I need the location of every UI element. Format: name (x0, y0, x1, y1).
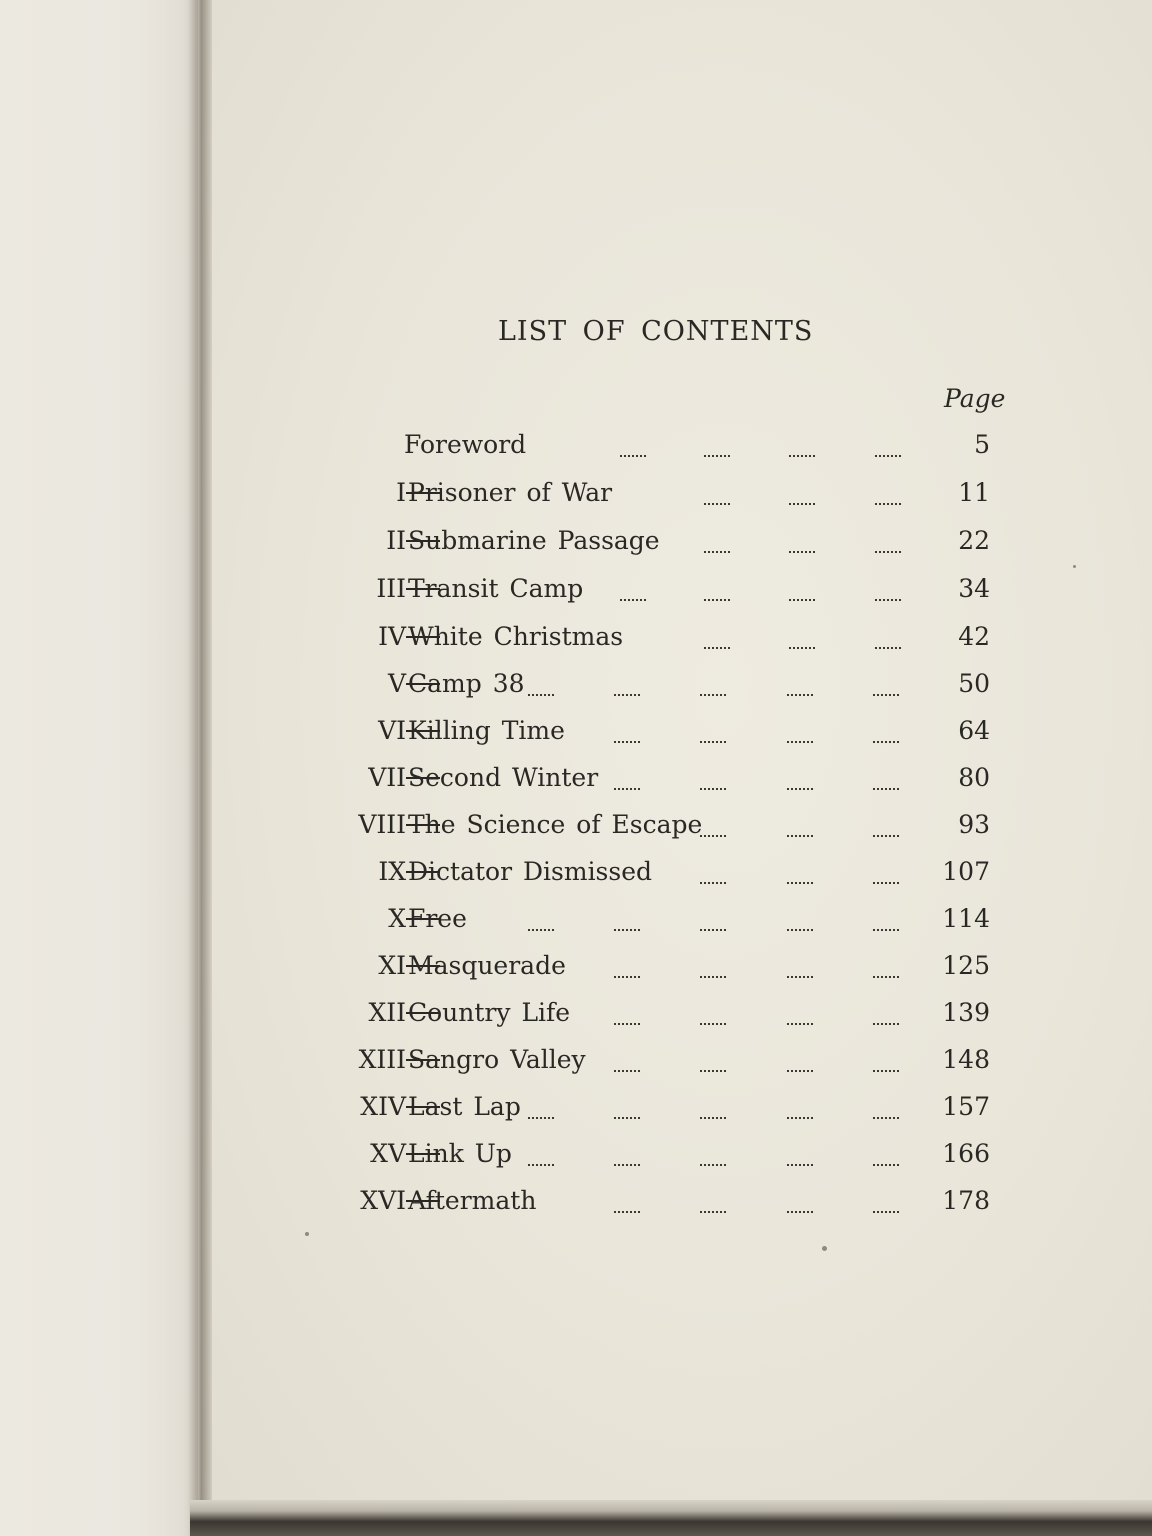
entry-title: Camp 38 (408, 669, 525, 698)
toc-row (0, 993, 1152, 1033)
leader-dots (700, 741, 726, 745)
leader-dots (700, 1211, 726, 1215)
entry-title: Killing Time (408, 716, 565, 745)
entry-page: 93 (958, 810, 990, 839)
leader-dots (875, 551, 901, 555)
leader-dots (614, 1117, 640, 1121)
toc-row (0, 805, 1152, 845)
entry-page: 5 (974, 430, 990, 459)
leader-dots (704, 647, 730, 651)
leader-dots (787, 929, 813, 933)
entry-page: 178 (942, 1186, 990, 1215)
entry-title: Dictator Dismissed (408, 857, 653, 886)
leader-dots (787, 882, 813, 886)
leader-dots (614, 929, 640, 933)
entry-title: Second Winter (408, 763, 599, 792)
leader-dots (700, 882, 726, 886)
leader-dots (873, 694, 899, 698)
toc-row (0, 1087, 1152, 1127)
entry-page: 34 (958, 574, 990, 603)
leader-dots (700, 976, 726, 980)
entry-page: 139 (942, 998, 990, 1027)
leader-dots (789, 503, 815, 507)
leader-dots (700, 694, 726, 698)
entry-page: 114 (942, 904, 990, 933)
entry-numeral: VIII (358, 810, 406, 839)
entry-title: Prisoner of War (408, 478, 613, 507)
entry-numeral: XIII (358, 1045, 406, 1074)
leader-dots (787, 1023, 813, 1027)
entry-page: 125 (942, 951, 990, 980)
entry-numeral: VI (378, 716, 406, 745)
leader-dots (704, 503, 730, 507)
entry-page: 22 (958, 526, 990, 555)
leader-dots (700, 1070, 726, 1074)
leader-dots (873, 835, 899, 839)
leader-dots (873, 1211, 899, 1215)
entry-page: 148 (942, 1045, 990, 1074)
leader-dots (620, 455, 646, 459)
leader-dots (873, 1117, 899, 1121)
toc-row (0, 664, 1152, 704)
leader-dots (704, 455, 730, 459)
entry-numeral: X (388, 904, 406, 933)
entry-numeral: V (387, 669, 406, 698)
toc-row (0, 899, 1152, 939)
leader-dots (787, 1070, 813, 1074)
leader-dots (873, 882, 899, 886)
entry-numeral: XV (370, 1139, 406, 1168)
leader-dots (700, 1164, 726, 1168)
leader-dots (614, 1211, 640, 1215)
entry-numeral: I (396, 478, 406, 507)
entry-page: 166 (942, 1139, 990, 1168)
entry-title: The Science of Escape (408, 810, 703, 839)
toc-row (0, 569, 1152, 609)
toc-row (0, 1134, 1152, 1174)
leader-dots (620, 599, 646, 603)
leader-dots (787, 694, 813, 698)
entry-title: White Christmas (408, 622, 624, 651)
leader-dots (614, 788, 640, 792)
leader-dots (873, 1164, 899, 1168)
entry-title: Free (408, 904, 467, 933)
leader-dots (704, 551, 730, 555)
entry-title: Last Lap (408, 1092, 521, 1121)
entry-page: 50 (958, 669, 990, 698)
entry-numeral: III (376, 574, 406, 603)
page-title: LIST OF CONTENTS (498, 316, 814, 347)
leader-dots (787, 976, 813, 980)
entry-title: Sangro Valley (408, 1045, 586, 1074)
entry-page: 157 (942, 1092, 990, 1121)
leader-dots (700, 788, 726, 792)
leader-dots (789, 647, 815, 651)
entry-page: 42 (958, 622, 990, 651)
leader-dots (875, 599, 901, 603)
entry-title: Link Up (408, 1139, 512, 1168)
entry-numeral: XIV (360, 1092, 406, 1121)
leader-dots (528, 1164, 554, 1168)
leader-dots (875, 647, 901, 651)
entry-page: 11 (958, 478, 990, 507)
leader-dots (873, 788, 899, 792)
leader-dots (614, 694, 640, 698)
leader-dots (614, 1070, 640, 1074)
leader-dots (528, 694, 554, 698)
leader-dots (700, 929, 726, 933)
leader-dots (873, 1023, 899, 1027)
entry-title: Transit Camp (408, 574, 584, 603)
leader-dots (873, 741, 899, 745)
entry-numeral: IV (378, 622, 406, 651)
entry-numeral: VII (368, 763, 406, 792)
leader-dots (614, 1023, 640, 1027)
leader-dots (787, 788, 813, 792)
entry-page: 107 (942, 857, 990, 886)
leader-dots (704, 599, 730, 603)
toc-row (0, 617, 1152, 657)
leader-dots (700, 1117, 726, 1121)
leader-dots (614, 741, 640, 745)
entry-title: Foreword (404, 430, 527, 459)
entry-page: 64 (958, 716, 990, 745)
leader-dots (700, 1023, 726, 1027)
toc-row (0, 758, 1152, 798)
entry-numeral: XI (378, 951, 406, 980)
entry-title: Country Life (408, 998, 571, 1027)
entry-numeral: XVI (360, 1186, 406, 1215)
leader-dots (873, 1070, 899, 1074)
toc-row-foreword (0, 425, 1152, 465)
leader-dots (789, 599, 815, 603)
leader-dots (787, 835, 813, 839)
leader-dots (787, 741, 813, 745)
leader-dots (700, 835, 726, 839)
page-column-heading: Page (944, 384, 1006, 413)
leader-dots (789, 455, 815, 459)
entry-page: 80 (958, 763, 990, 792)
leader-dots (789, 551, 815, 555)
leader-dots (787, 1164, 813, 1168)
leader-dots (528, 929, 554, 933)
leader-dots (787, 1117, 813, 1121)
leader-dots (787, 1211, 813, 1215)
entry-title: Masquerade (408, 951, 566, 980)
entry-numeral: II (386, 526, 406, 555)
toc-row (0, 946, 1152, 986)
entry-numeral: IX (378, 857, 406, 886)
toc-row (0, 1040, 1152, 1080)
leader-dots (875, 503, 901, 507)
leader-dots (614, 976, 640, 980)
toc-row (0, 521, 1152, 561)
toc-row (0, 852, 1152, 892)
leader-dots (875, 455, 901, 459)
entry-numeral: XII (368, 998, 406, 1027)
leader-dots (873, 929, 899, 933)
entry-title: Submarine Passage (408, 526, 660, 555)
toc-row (0, 473, 1152, 513)
leader-dots (528, 1117, 554, 1121)
entry-title: Aftermath (408, 1186, 537, 1215)
leader-dots (614, 1164, 640, 1168)
toc-row (0, 1181, 1152, 1221)
leader-dots (873, 976, 899, 980)
toc-row (0, 711, 1152, 751)
